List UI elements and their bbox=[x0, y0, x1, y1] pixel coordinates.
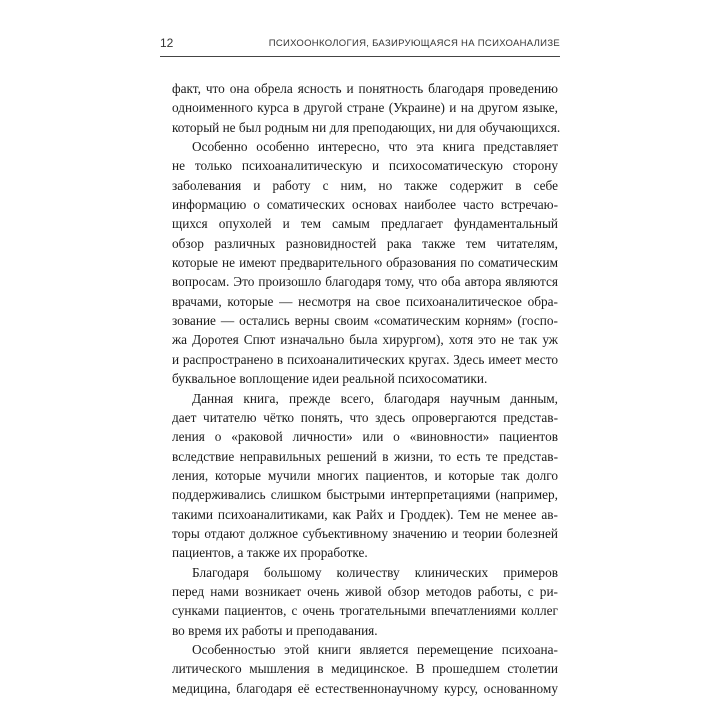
text-line: и распространено в психоаналитических кругах. Здесь имеет место bbox=[172, 351, 558, 367]
paragraph bbox=[172, 79, 561, 137]
text-line: зование — остались верны своим «соматическим корням» (госпо- bbox=[172, 313, 558, 329]
text-line: во время их работы и преподавания. bbox=[172, 622, 378, 638]
text-line: врачами, которые — несмотря на свое психоаналитическое обра- bbox=[172, 293, 558, 309]
paragraph bbox=[172, 563, 558, 640]
text-line: перед нами возникает очень живой обзор методов работы, с ри- bbox=[172, 583, 558, 599]
text-line: такими психоаналитиками, как Райх и Гроддек). Тем не менее ав- bbox=[172, 506, 558, 522]
header-rule bbox=[160, 56, 560, 57]
text-line: вопросам. Это произошло благодаря тому, что оба автора являются bbox=[172, 274, 558, 290]
text-line: торы отдают должное субъективному значению и теории болезней bbox=[172, 525, 558, 541]
text-line: пациентов, а также их проработке. bbox=[172, 545, 368, 561]
text-line: не только психоаналитическую и психосоматическую сторону bbox=[172, 158, 558, 174]
text-line: которые не имеют предварительного образования по соматическим bbox=[172, 255, 558, 271]
text-line: Благодаря большому количеству клинических примеров bbox=[192, 564, 558, 580]
text-line: дает читателю чётко понять, что здесь опровергаются представ- bbox=[172, 409, 558, 425]
text-line: заболевания и работу с ним, но также содержит в себе bbox=[172, 177, 558, 193]
text-line: вследствие неправильных решений в жизни, то есть те представ- bbox=[172, 448, 558, 464]
body-text bbox=[172, 79, 561, 698]
text-line: поддерживались слишком быстрыми интерпретациями (например, bbox=[172, 487, 558, 503]
page-header bbox=[160, 34, 560, 56]
text-line: Данная книга, прежде всего, благодаря научным данным, bbox=[192, 390, 558, 406]
text-line: щихся опухолей и тем самым предлагает фундаментальный bbox=[172, 216, 558, 232]
text-line: жа Доротея Спют изначально была хирургом), хотя это не так уж bbox=[172, 332, 558, 348]
text-line: информацию о соматических основах наиболее часто встречаю- bbox=[172, 197, 558, 213]
text-line: литического мышления в медицинское. В прошедшем столетии bbox=[172, 661, 558, 677]
text-line: сунками пациентов, с очень трогательными впечатлениями коллег bbox=[172, 603, 558, 619]
paragraph bbox=[172, 137, 558, 388]
paragraph bbox=[172, 640, 558, 698]
running-head: ПСИХООНКОЛОГИЯ, БАЗИРУЮЩАЯСЯ НА ПСИХОАНАЛИЗЕ bbox=[268, 38, 560, 49]
text-line: Особенно особенно интересно, что эта книга представляет bbox=[192, 139, 558, 155]
text-line: буквальное воплощение идеи реальной психосоматики. bbox=[172, 371, 488, 387]
text-line: Особенностью этой книги является перемещение психоана- bbox=[192, 641, 558, 657]
text-line: факт, что она обрела ясность и понятность благодаря проведению bbox=[172, 81, 558, 96]
text-line: ления, которые мучили многих пациентов, и которые так долго bbox=[172, 467, 558, 483]
paragraph bbox=[172, 389, 558, 563]
text-line: одноименного курса в другой стране (Украине) и на другом языке, bbox=[172, 100, 558, 116]
text-line: ления о «раковой личности» или о «виновности» пациентов bbox=[172, 429, 558, 445]
text-line: который не был родным ни для преподающих, ни для обучающихся. bbox=[172, 119, 561, 135]
text-line: медицина, благодаря её естественнонаучному курсу, основанному bbox=[172, 680, 558, 696]
text-line: обзор различных разновидностей рака также тем читателям, bbox=[172, 235, 558, 251]
page-number: 12 bbox=[160, 36, 174, 50]
